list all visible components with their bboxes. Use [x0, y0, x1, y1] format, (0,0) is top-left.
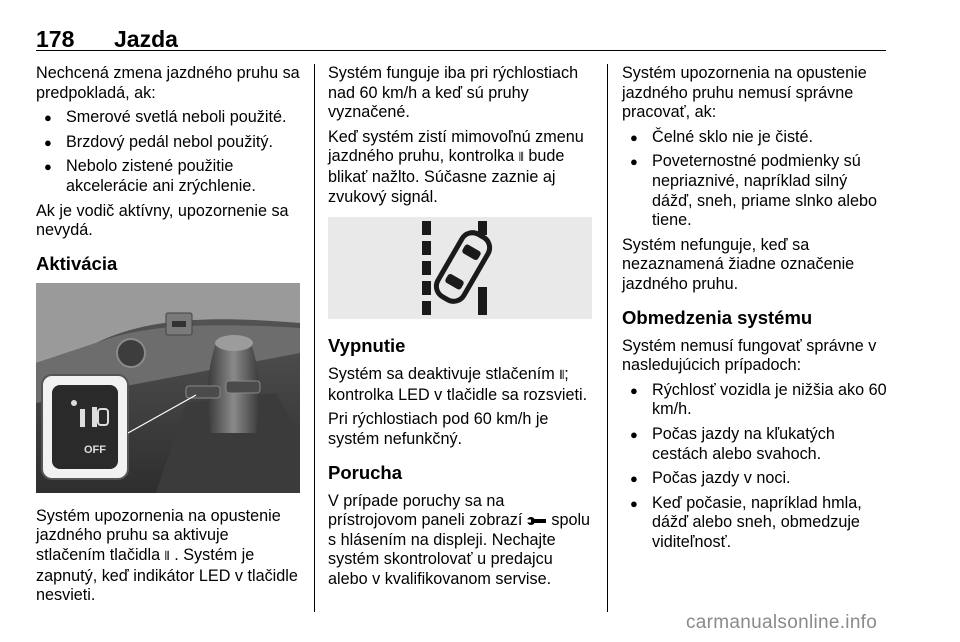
button-off-label: OFF [84, 443, 106, 456]
intro-text: Nechcená zmena jazdného pruhu sa predpokladá, ak: [36, 64, 300, 102]
malfunction-list [622, 128, 890, 231]
list-item: ● Počas jazdy v noci. [622, 469, 890, 489]
chapter-title: Jazda [114, 26, 178, 52]
limits-list [622, 381, 890, 553]
column-2 [328, 64, 596, 595]
fault-text: V prípade poruchy sa na prístrojovom paneli zobrazí spolu s hlásením na displeji. Nechajte systém skontrolovať u predajcu alebo v kvalifikovanom servise. [328, 491, 591, 588]
limits-intro: Systém nemusí fungovať správne v nasledujúcich prípadoch: [622, 336, 877, 375]
column-divider [607, 64, 608, 612]
list-item: ● Nebolo zistené použitie akcelerácie ani zrýchlenie. [36, 157, 302, 196]
dashboard-photo [36, 283, 300, 493]
malfunction-intro: Systém upozornenia na opustenie jazdného pruhu nemusí správne pracovať, ak: [622, 64, 867, 122]
warning-text: Keď systém zistí mimovoľnú zmenu jazdného pruhu, kontrolka ⫴ bude blikať nažlto. Súčasne zaznie aj zvukový signál. [328, 127, 584, 206]
list-item: ● Počas jazdy na kľukatých cestách alebo svahoch. [622, 425, 890, 464]
list-item: ● Rýchlosť vozidla je nižšia ako 60 km/h. [622, 381, 890, 420]
column-divider [314, 64, 315, 612]
conditions-list [36, 108, 302, 196]
list-item: ● Keď počasie, napríklad hmla, dážď alebo sneh, obmedzuje viditeľnosť. [622, 494, 890, 553]
list-item: ● Smerové svetlá neboli použité. [36, 108, 302, 128]
driver-active-text: Ak je vodič aktívny, upozornenie sa nevydá. [36, 201, 289, 240]
heading-limits: Obmedzenia systému [622, 306, 813, 328]
heading-activation: Aktivácia [36, 252, 118, 274]
heading-deactivation: Vypnutie [328, 335, 406, 357]
lane-departure-icon: ⫴ [518, 150, 524, 165]
deactivation-text: Systém sa deaktivuje stlačením ⫴; kontrolka LED v tlačidle sa rozsvieti. [328, 365, 588, 404]
column-1 [36, 64, 302, 611]
lane-departure-icon: ⫴ [559, 368, 565, 383]
activation-text: Systém upozornenia na opustenie jazdného pruhu sa aktivuje stlačením tlačidla ⫴ . Systém je zapnutý, keď indikátor LED v tlačidle nesvieti. [36, 506, 298, 605]
watermark: carmanualsonline.info [686, 612, 878, 633]
low-speed-text: Pri rýchlostiach pod 60 km/h je systém nefunkčný. [328, 410, 549, 448]
no-marking-text: Systém nefunguje, keď sa nezaznamená žiadne označenie jazdného pruhu. [622, 235, 855, 293]
list-item: ● Poveternostné podmienky sú nepriaznivé, napríklad silný dážď, sneh, priame slnko alebo tiene. [622, 152, 890, 230]
lane-warning-figure [328, 217, 592, 319]
page-number: 178 [36, 26, 75, 52]
list-item: ● Brzdový pedál nebol použitý. [36, 133, 302, 153]
page-header [36, 20, 886, 51]
list-item: ● Čelné sklo nie je čisté. [622, 128, 890, 148]
heading-fault: Porucha [328, 461, 403, 483]
speed-condition-text: Systém funguje iba pri rýchlostiach nad 60 km/h a keď sú pruhy vyznačené. [328, 64, 579, 122]
column-3 [622, 64, 890, 557]
lane-departure-icon: ⫴ [164, 548, 170, 563]
service-wrench-icon [527, 511, 552, 529]
